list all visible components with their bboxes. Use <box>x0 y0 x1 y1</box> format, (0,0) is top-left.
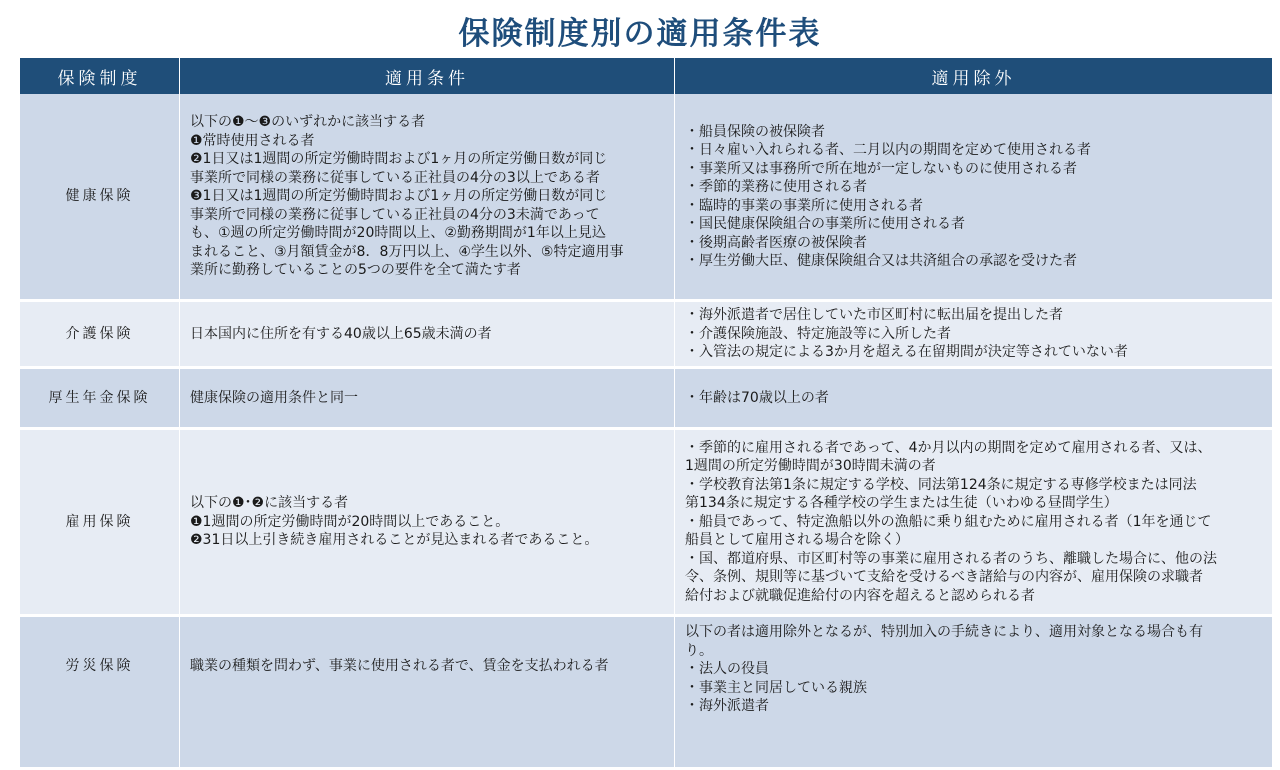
exclusion-line: ・季節的に雇用される者であって、4か月以内の期間を定めて雇用される者、又は、 <box>685 439 1212 456</box>
exclusion-line: ・介護保険施設、特定施設等に入所した者 <box>685 325 951 342</box>
exclusion-line: 給付および就職促進給付の内容を超えると認められる者 <box>685 587 1035 604</box>
condition-line: も、①週の所定労働時間が20時間以上、②勤務期間が1年以上見込 <box>190 225 606 242</box>
row-exclusions <box>675 302 1272 369</box>
condition-line: ❶1週間の所定労働時間が20時間以上であること。 <box>190 513 510 530</box>
exclusion-line: ・国、都道府県、市区町村等の事業に雇用される者のうち、離職した場合に、他の法 <box>685 550 1217 567</box>
condition-line: ❸1日又は1週間の所定労働時間および1ヶ月の所定労働日数が同じ <box>190 188 608 205</box>
exclusion-line: 1週間の所定労働時間が30時間未満の者 <box>685 458 936 475</box>
header-system: 保険制度 <box>20 58 180 94</box>
condition-line: 日本国内に住所を有する40歳以上65歳未満の者 <box>190 325 492 342</box>
exclusion-line: ・海外派遣者で居住していた市区町村に転出届を提出した者 <box>685 307 1063 324</box>
condition-line: ❶常時使用される者 <box>190 132 315 149</box>
condition-line: 事業所で同様の業務に従事している正社員の4分の3未満であって <box>190 206 600 223</box>
exclusion-line: ・事業所又は事務所で所在地が一定しないものに使用される者 <box>685 160 1077 177</box>
exclusion-line: ・季節的業務に使用される者 <box>685 179 867 195</box>
exclusion-line: ・海外派遣者 <box>685 698 769 714</box>
exclusion-line: 船員として雇用される場合を除く） <box>685 532 909 549</box>
row-conditions <box>180 617 675 770</box>
table-row <box>20 369 1272 430</box>
condition-line: 以下の❶～❸のいずれかに該当する者 <box>190 114 426 131</box>
table-row <box>20 302 1272 369</box>
table-row <box>20 617 1272 770</box>
exclusion-line: ・厚生労働大臣、健康保険組合又は共済組合の承認を受けた者 <box>685 253 1077 269</box>
exclusion-line: ・国民健康保険組合の事業所に使用される者 <box>685 216 965 232</box>
exclusion-line: ・臨時的事業の事業所に使用される者 <box>685 197 923 214</box>
row-conditions <box>180 430 675 617</box>
header-conditions: 適用条件 <box>180 58 675 94</box>
exclusion-line: り。 <box>685 642 713 659</box>
row-name: 介護保険 <box>20 302 180 369</box>
row-conditions <box>180 94 675 302</box>
condition-line: ❷31日以上引き続き雇用されることが見込まれる者であること。 <box>190 532 599 549</box>
exclusion-line: ・事業主と同居している親族 <box>685 679 867 696</box>
table-header-row <box>20 58 1272 94</box>
table-row <box>20 94 1272 302</box>
row-conditions <box>180 302 675 369</box>
exclusion-line: ・学校教育法第1条に規定する学校、同法第124条に規定する専修学校または同法 <box>685 476 1197 493</box>
header-exclusions: 適用除外 <box>675 58 1272 94</box>
exclusion-line: ・船員保険の被保険者 <box>685 123 825 140</box>
exclusion-line: ・後期高齢者医療の被保険者 <box>685 234 867 251</box>
row-exclusions <box>675 369 1272 430</box>
condition-line: 以下の❶･❷に該当する者 <box>190 495 349 512</box>
condition-line: 健康保険の適用条件と同一 <box>190 389 358 406</box>
table-row <box>20 430 1272 617</box>
row-exclusions <box>675 94 1272 302</box>
condition-line: 事業所で同様の業務に従事している正社員の4分の3以上である者 <box>190 169 600 186</box>
row-exclusions <box>675 430 1272 617</box>
row-conditions <box>180 369 675 430</box>
exclusion-line: ・年齢は70歳以上の者 <box>685 389 829 406</box>
condition-line: 業所に勤務していることの5つの要件を全て満たす者 <box>190 262 521 279</box>
row-name: 健康保険 <box>20 94 180 302</box>
condition-line: ❷1日又は1週間の所定労働時間および1ヶ月の所定労働日数が同じ <box>190 151 608 168</box>
insurance-conditions-table <box>20 58 1272 770</box>
row-exclusions <box>675 617 1272 770</box>
row-name: 雇用保険 <box>20 430 180 617</box>
exclusion-line: 令、条例、規則等に基づいて支給を受けるべき諸給与の内容が、雇用保険の求職者 <box>685 569 1203 586</box>
exclusion-line: ・船員であって、特定漁船以外の漁船に乗り組むために雇用される者（1年を通じて <box>685 513 1212 530</box>
exclusion-line: ・法人の役員 <box>685 661 769 677</box>
row-name: 労災保険 <box>20 617 180 770</box>
condition-line: まれること、③月額賃金が8．8万円以上、④学生以外、⑤特定適用事 <box>190 243 624 260</box>
exclusion-line: ・日々雇い入れられる者、二月以内の期間を定めて使用される者 <box>685 142 1091 158</box>
exclusion-line: ・入管法の規定による3か月を超える在留期間が決定等されていない者 <box>685 344 1128 361</box>
page-title: 保険制度別の適用条件表 <box>458 16 822 52</box>
row-name: 厚生年金保険 <box>20 369 180 430</box>
exclusion-line: 第134条に規定する各種学校の学生または生徒（いわゆる昼間学生） <box>685 495 1118 512</box>
exclusion-line: 以下の者は適用除外となるが、特別加入の手続きにより、適用対象となる場合も有 <box>685 624 1203 640</box>
condition-line: 職業の種類を問わず、事業に使用される者で、賃金を支払われる者 <box>190 658 609 674</box>
